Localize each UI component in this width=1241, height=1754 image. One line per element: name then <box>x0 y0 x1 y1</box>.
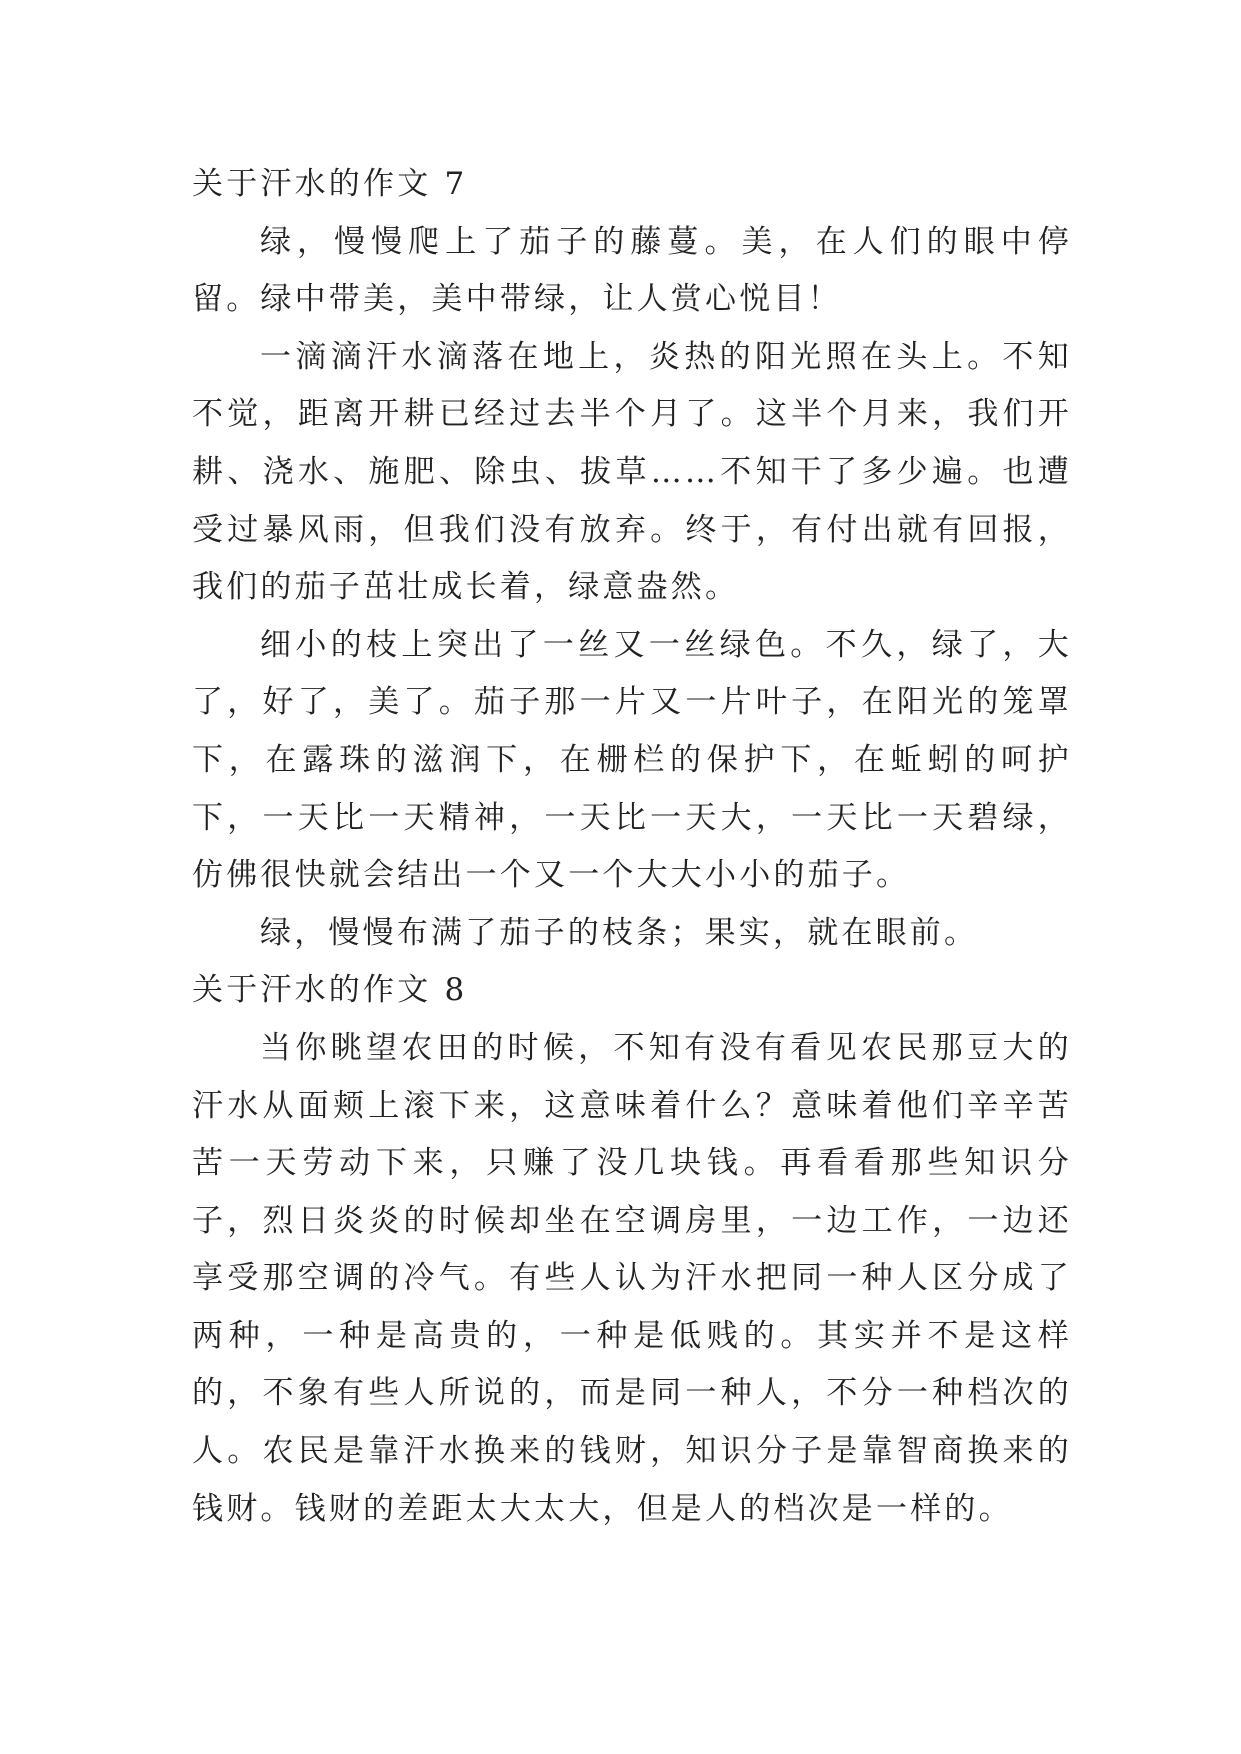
essay-section-7 <box>192 156 1072 962</box>
paragraph: 绿，慢慢爬上了茄子的藤蔓。美，在人们的眼中停留。绿中带美，美中带绿，让人赏心悦目！ <box>192 223 1072 318</box>
paragraph: 当你眺望农田的时候，不知有没有看见农民那豆大的汗水从面颊上滚下来，这意味着什么？意味着他们辛辛苦苦一天劳动下来，只赚了没几块钱。再看看那些知识分子，烈日炎炎的时候却坐在空调房里，一边工作，一边还享受那空调的冷气。有些人认为汗水把同一种人区分成了两种，一种是高贵的，一种是低贱的。其实并不是这样的，不象有些人所说的，而是同一种人，不分一种档次的人。农民是靠汗水换来的钱财，知识分子是靠智商换来的钱财。钱财的差距太大太大，但是人的档次是一样的。 <box>192 1029 1072 1527</box>
document-body <box>192 156 1072 1538</box>
paragraph: 绿，慢慢布满了茄子的枝条；果实，就在眼前。 <box>260 914 979 951</box>
paragraph: 细小的枝上突出了一丝又一丝绿色。不久，绿了，大了，好了，美了。茄子那一片又一片叶子，在阳光的笼罩下，在露珠的滋润下，在栅栏的保护下，在蚯蚓的呵护下，一天比一天精神，一天比一天大，一天比一天碧绿，仿佛很快就会结出一个又一个大大小小的茄子。 <box>192 626 1072 894</box>
section-heading: 关于汗水的作文 8 <box>192 972 468 1009</box>
essay-section-8 <box>192 962 1072 1538</box>
section-heading: 关于汗水的作文 7 <box>192 166 468 202</box>
paragraph: 一滴滴汗水滴落在地上，炎热的阳光照在头上。不知不觉，距离开耕已经过去半个月了。这半个月来，我们开耕、浇水、施肥、除虫、拔草……不知干了多少遍。也遭受过暴风雨，但我们没有放弃。终于，有付出就有回报，我们的茄子茁壮成长着，绿意盎然。 <box>192 338 1072 606</box>
